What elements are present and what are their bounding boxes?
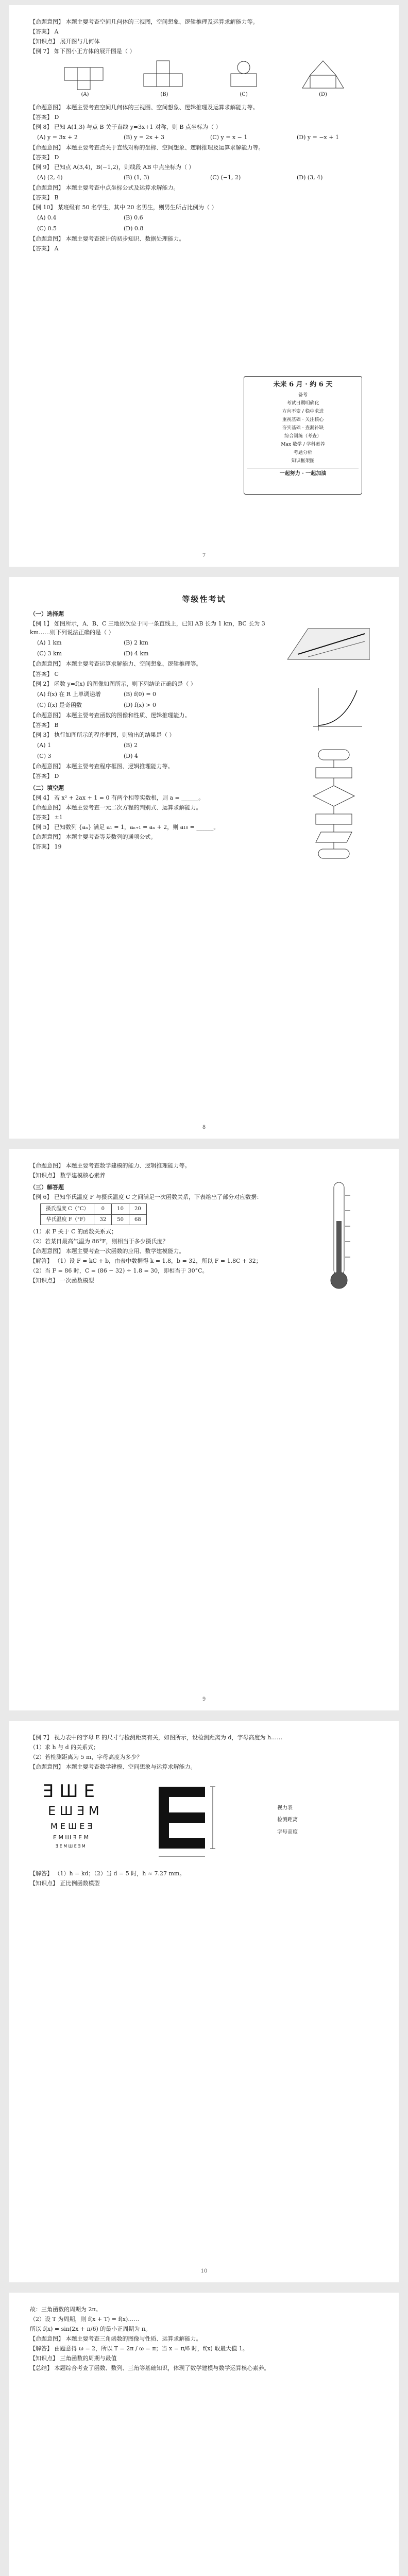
net-figures [45,60,363,99]
figure-d [300,60,346,99]
svg-text:E Ш Ǝ M: E Ш Ǝ M [48,1804,99,1819]
text-line: 【知识点】 展开图与几何体 [30,38,100,45]
eye-chart [40,1776,117,1864]
option: (C) 3 km [37,650,62,657]
promo-row: 综合训练（考查） [284,433,321,439]
text-line: 【例 9】 已知点 A(3,4)，B(−1,2)，则线段 AB 中点坐标为（ ） [30,163,195,171]
text-line: 【例 8】 已知 A(1,3) 与点 B 关于直线 y=3x+1 对称，则 B 点坐标为（ ） [30,123,222,130]
text-line: 【例 10】 某班级有 50 名学生，其中 20 名男生，则男生所占比例为（ ） [30,204,217,211]
eye-chart-figure [40,1776,368,1864]
text-line: 【答案】 ±1 [30,814,63,821]
options [37,213,233,233]
letter-e-diagram [138,1776,257,1864]
text-line: 故：三角函数的周期为 2π。 [30,2306,101,2313]
text-line: （2）设 T 为周期，则 f(x + T) = f(x)…… [30,2316,140,2323]
promo-box [244,376,362,495]
page-11 [9,2293,399,2576]
text-line: 【例 7】 视力表中的字母 E 的尺寸与检测距离有关，如图所示，设检测距离为 d，字母高度为 h…… [30,1734,283,1741]
text-line: 【答案】 B [30,721,59,728]
table-cell: 50 [112,1214,129,1225]
figure-a [62,60,108,99]
text-line: 【例 3】 执行如图所示的程序框图，则输出的结果是（ ） [30,731,175,738]
option: (D) f(x) > 0 [124,701,156,708]
option: (B) 2 km [124,639,148,647]
svg-text:M E Ш E Ǝ: M E Ш E Ǝ [50,1821,93,1832]
figure-label: (C) [240,92,248,98]
table-cell: 32 [94,1214,112,1225]
figure-label: (A) [81,92,89,98]
text-line: 【答案】 D [30,773,59,779]
text-line: 【命题意图】 本题主要考查空间几何体的三视图，空间想象、逻辑推理及运算求解能力等。 [30,19,259,25]
svg-text:E M Ш Ǝ E M: E M Ш Ǝ E M [53,1834,89,1841]
text-line: 【例 2】 函数 y=f(x) 的图像如图所示，则下列结论正确的是（ ） [30,680,196,687]
text-line: 【答案】 D [30,113,59,121]
page-number: 10 [200,2268,208,2274]
text-line: 【命题意图】 本题主要考查数学建模的能力、逻辑推理能力等。 [30,1162,191,1169]
text-line: 【命题意图】 本题主要考查中点坐标公式及运算求解能力。 [30,184,179,192]
text-line: 【命题意图】 本题主要考查点关于直线对称的坐标、空间想象、逻辑推理及运算求解能力等。 [30,144,264,151]
promo-footer: 一起努力 · 一起加油 [247,468,359,478]
text-line: 【答案】 A [30,245,59,252]
curve-figure [308,685,365,732]
page-9 [9,1149,399,1710]
option: (C) f(x) 是奇函数 [37,701,82,708]
cube-net-c [220,60,267,91]
option: (A) 0.4 [37,214,57,222]
text-line: 【知识点】 数学建模核心素养 [30,1172,106,1179]
text-line: （2）当 F = 86 时，C = (86 − 32) ÷ 1.8 = 30，即相当于 30°C。 [30,1267,208,1275]
option: (B) (1, 3) [124,174,149,181]
option: (C) (−1, 2) [210,174,241,181]
section-heading: （二）填空题 [30,785,64,792]
table-cell: 摄氏温度 C（°C） [41,1204,94,1215]
table-cell: 20 [129,1204,146,1215]
text-line: 【解答】 由题意得 ω = 2，所以 T = 2π / ω = π；当 x = π/6 时，f(x) 取最大值 1。 [30,2345,248,2352]
promo-row: 夯实基础 · 查漏补缺 [282,425,324,431]
text-line: （2）若检测距离为 5 m，字母高度为多少？ [30,1754,143,1761]
promo-row: 重视基础 · 关注核心 [282,417,324,422]
option: (C) 0.5 [37,225,57,232]
page-title: 等级性考试 [182,595,226,604]
promo-row: 方向不变 / 稳中求进 [282,409,324,415]
text-line: 【答案】 C [30,670,59,677]
text-line: 【答案】 A [30,28,59,36]
options [37,741,274,760]
option: (B) 0.6 [124,214,143,222]
option: (A) f(x) 在 R 上单调递增 [37,690,101,698]
promo-row: 备考 [298,393,308,398]
table-cell: 华氏温度 F（°F） [41,1214,94,1225]
promo-row: 考题分析 [293,450,312,455]
text-line: 【知识点】 一次函数模型 [30,1277,94,1284]
option: (A) (2, 4) [37,174,63,181]
text-line: 【例 4】 若 x² + 2ax + 1 = 0 有两个相等实数根，则 a = ______。 [30,794,205,802]
text-line: 【命题意图】 本题主要考查数学建模、空间想象与运算求解能力。 [30,1764,196,1771]
cube-net-a [62,60,108,91]
text-line: 【命题意图】 本题主要考查等差数列的通项公式。 [30,834,157,841]
thermometer-figure [318,1180,360,1293]
table-cell: 68 [129,1214,146,1225]
options [37,173,378,182]
svg-text:Ǝ E M Ш E Ǝ M: Ǝ E M Ш E Ǝ M [56,1844,86,1849]
option: (A) 1 km [37,639,62,647]
table-row [41,1204,147,1215]
figure-label: (B) [160,92,168,98]
text-line: 【总结】 本题综合考查了函数、数列、三角等基础知识，体现了数学建模与数学运算核心素养。 [30,2365,270,2372]
cube-net-b [141,60,188,91]
text-line: 【命题意图】 本题主要考查程序框图、逻辑推理能力等。 [30,762,174,770]
table-cell: 10 [112,1204,129,1215]
option: (D) 0.8 [124,225,144,232]
text-line: （1）求 h 与 d 的关系式； [30,1744,99,1751]
text-line: 【命题意图】 本题主要考查运算求解能力、空间想象、逻辑推理等。 [30,660,202,668]
text-line: 【命题意图】 本题主要考查统计的初步知识、数据处理能力。 [30,235,185,243]
figure-label: 视力表 [277,1805,293,1811]
promo-row: Max 数学 / 学科素养 [281,442,325,447]
option: (D) y = −x + 1 [297,133,339,141]
text-line: 【例 7】 如下图小正方体的展开图是（ ） [30,48,135,55]
option: (A) 1 [37,741,52,749]
figure-c [220,60,267,99]
text-line: 【知识点】 正比例函数模型 [30,1880,100,1887]
page-7 [9,5,399,567]
figure-label: 检测距离 [277,1817,298,1823]
options [37,133,378,142]
text-line: 【命题意图】 本题主要考查空间几何体的三视图、空间想象、逻辑推理及运算求解能力等。 [30,104,259,111]
table-row [41,1214,147,1225]
text-line: 所以 f(x) = sin(2x + π/6) 的最小正周期为 π。 [30,2326,151,2333]
option: (D) 4 [124,752,138,759]
text-line: （2）若某日最高气温为 86°F，则相当于多少摄氏度？ [30,1238,168,1245]
option: (B) y = 2x + 3 [124,133,164,141]
figure-label: 字母高度 [277,1829,298,1835]
promo-title: 未来 6 月 · 约 6 天 [273,381,333,388]
option: (C) 3 [37,752,52,759]
promo-row: 考试日期明确化 [286,401,319,406]
section-heading: （三）解答题 [30,1184,64,1191]
page-10 [9,1721,399,2282]
promo-row: 知识框架图 [291,458,315,464]
text-line: 【命题意图】 本题主要考查函数的图像和性质、逻辑推理能力。 [30,711,191,719]
text-line: 【例 6】 已知华氏温度 F 与摄氏温度 C 之间满足一次函数关系，下表给出了部分对应数据： [30,1194,263,1201]
table-cell: 0 [94,1204,112,1215]
section-heading: （一）选择题 [30,611,64,618]
svg-text:Ǝ Ш E: Ǝ Ш E [43,1781,95,1802]
text-line: 【命题意图】 本题主要考查一元二次方程的判别式、运算求解能力。 [30,804,202,811]
text-line: 【解答】 （1）h = kd；（2）当 d = 5 时，h ≈ 7.27 mm。 [30,1870,185,1877]
option: (B) 2 [124,741,138,749]
road-figure [287,618,370,665]
option: (C) y = x − 1 [210,133,248,141]
options [37,638,274,658]
option: (D) 4 km [124,650,149,657]
options [37,690,274,709]
figure-legend [277,1804,298,1837]
text-line: 【解答】 （1）设 F = kC + b，由表中数据得 k = 1.8，b = 32，所以 F = 1.8C + 32； [30,1258,262,1265]
flowchart [300,747,367,860]
cube-net-d [300,60,346,91]
page-number: 8 [202,1124,206,1130]
text-line: 【例 1】 如图所示，A、B、C 三地依次位于同一条直线上，已知 AB 长为 1 km，BC 长为 3 km……则下列说法正确的是（ ） [30,620,265,636]
option: (B) f(0) = 0 [124,690,157,698]
text-line: 【命题意图】 本题主要考查一次函数的应用、数学建模能力。 [30,1248,185,1255]
text-line: 【答案】 B [30,194,59,201]
text-line: 【例 5】 已知数列 {aₙ} 满足 a₁ = 1，aₙ₊₁ = aₙ + 2，则 a₁₀ = ______。 [30,824,219,831]
text-line: 【命题意图】 本题主要考查三角函数的图像与性质、运算求解能力。 [30,2335,202,2343]
option: (D) (3, 4) [297,174,323,181]
temperature-table [40,1204,147,1225]
page-8 [9,577,399,1139]
text-line: 【答案】 D [30,154,59,161]
figure-b [141,60,188,99]
figure-label: (D) [319,92,327,98]
option: (A) y = 3x + 2 [37,133,78,141]
text-line: 【知识点】 三角函数的周期与最值 [30,2355,117,2362]
page-number: 9 [202,1696,206,1702]
text-line: 【答案】 19 [30,843,62,851]
page-number: 7 [202,552,206,558]
text-line: （1）求 F 关于 C 的函数关系式； [30,1228,117,1235]
